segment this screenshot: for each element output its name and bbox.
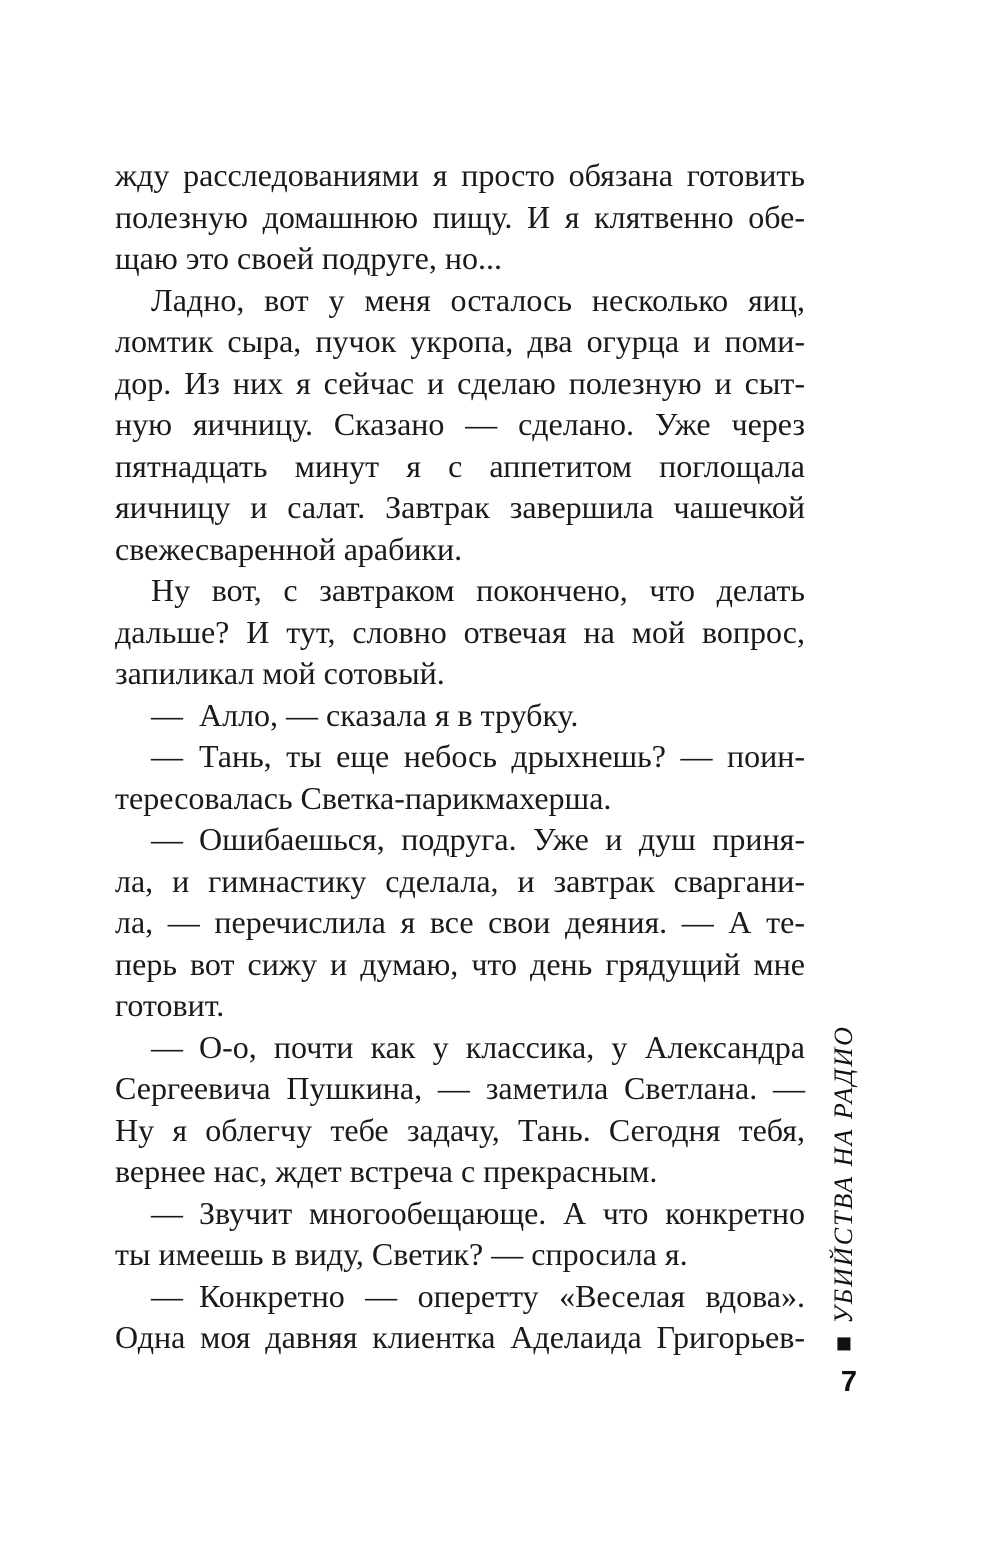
running-title-vertical [828, 1025, 859, 1352]
text-line: жду расследованиями я просто обязана готовить [115, 157, 805, 193]
body-text [115, 155, 805, 1359]
text-line: яичницу и салат. Завтрак завершила чашечкой [115, 489, 805, 525]
series-marker-square-icon: ■ [828, 1335, 858, 1352]
text-line: тересовалась Светка-парикмахерша. [115, 779, 612, 816]
text-line: Одна моя давняя клиентка Аделаида Григорьев- [115, 1319, 805, 1355]
text-line: — Тань, ты еще небось дрыхнешь? — поин- [151, 738, 805, 774]
text-line: пятнадцать минут я с аппетитом поглощала [115, 447, 805, 484]
text-line: ную яичницу. Сказано — сделано. Уже через [115, 406, 805, 442]
text-line: перь вот сижу и думаю, что день грядущий мне [115, 945, 805, 982]
text-line: готовит. [115, 987, 225, 1023]
text-line: Сергеевича Пушкина, — заметила Светлана. — [115, 1070, 805, 1106]
running-title: УБИЙСТВА НА РАДИО [829, 1025, 858, 1324]
text-line: ломтик сыра, пучок укропа, два огурца и поми- [115, 323, 805, 359]
text-line: — Ошибаешься, подруга. Уже и душ приня- [151, 821, 805, 857]
text-line: вернее нас, ждет встреча с прекрасным. [115, 1153, 658, 1189]
text-line: Ну я облегчу тебе задачу, Тань. Сегодня тебя, [115, 1111, 805, 1148]
text-line: Ладно, вот у меня осталось несколько яиц, [151, 281, 805, 318]
text-line: ты имеешь в виду, Светик? — спросила я. [115, 1236, 688, 1272]
text-line: дор. Из них я сейчас и сделаю полезную и сыт- [115, 364, 805, 401]
text-line: — Алло, — сказала я в трубку. [151, 696, 579, 733]
text-line: ла, — перечислила я все свои деяния. — А те- [115, 904, 805, 940]
text-line: ла, и гимнастику сделала, и завтрак сваргани- [115, 862, 805, 899]
text-line: свежесваренной арабики. [115, 530, 463, 567]
page-number: 7 [840, 1366, 858, 1398]
text-line: — Звучит многообещающе. А что конкретно [151, 1194, 805, 1231]
text-line: — О-о, почти как у классика, у Александра [151, 1028, 805, 1065]
text-line: — Конкретно — оперетту «Веселая вдова». [151, 1277, 805, 1314]
text-line: полезную домашнюю пищу. И я клятвенно обе- [115, 198, 805, 235]
text-line: запиликал мой сотовый. [115, 655, 445, 691]
text-line: дальше? И тут, словно отвечая на мой вопрос, [115, 613, 805, 650]
text-line: щаю это своей подруге, но... [115, 240, 502, 276]
text-line: Ну вот, с завтраком покончено, что делать [151, 572, 805, 608]
